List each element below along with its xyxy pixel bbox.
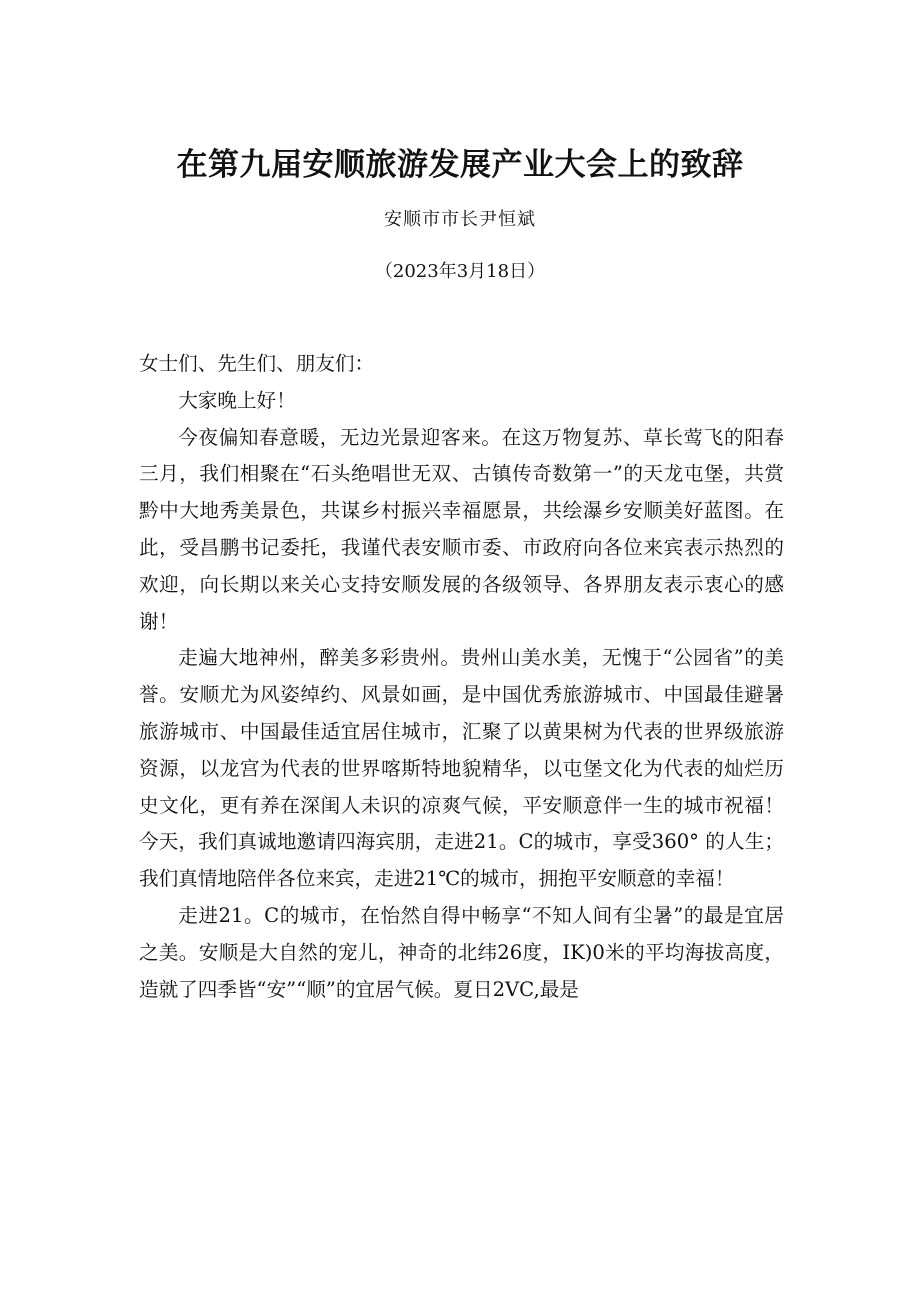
paragraph-greeting: 大家晚上好！ (178, 388, 296, 412)
speech-date: （2023年3月18日） (374, 261, 546, 282)
salutation: 女士们、先生们、朋友们： (139, 352, 375, 375)
speaker-line: 安顺市市长尹恒斌 (384, 209, 536, 230)
paragraph-welcome: 今夜偏知春意暖，无边光景迎客来。在这万物复苏、草长莺飞的阳春三月，我们相聚在“石头绝唱世无双、古镇传奇数第一”的天龙屯堡，共赏黔中大地秀美景色，共谋乡村振兴幸福愿景，共绘瀑乡安顺美好蓝图。在此，受昌鹏书记委托，我谨代表安顺市委、市政府向各位来宾表示热烈的欢迎，向长期以来关心支持安顺发展的各级领导、各界朋友表示衷心的感谢！ (139, 425, 784, 633)
paragraph-introduction: 走遍大地神州，醉美多彩贵州。贵州山美水美，无愧于“公园省”的美誉。安顺尤为风姿绰约、风景如画，是中国优秀旅游城市、中国最佳避暑旅游城市、中国最佳适宜居住城市，汇聚了以黄果树为代表的世界级旅游资源，以龙宫为代表的世界喀斯特地貌精华，以屯堡文化为代表的灿烂历史文化，更有养在深闺人未识的凉爽气候，平安顺意伴一生的城市祝福！今天，我们真诚地邀请四海宾朋，走进21。C的城市，享受360° 的人生；我们真情地陪伴各位来宾，走进21℃的城市，拥抱平安顺意的幸福！ (139, 646, 784, 891)
document-title: 在第九届安顺旅游发展产业大会上的致辞 (176, 147, 744, 183)
paragraph-climate: 走进21。C的城市，在怡然自得中畅享“不知人间有尘暑”的最是宜居之美。安顺是大自然的宠儿，神奇的北纬26度，IK)0米的平均海拔高度，造就了四季皆“安”“顺”的宜居气候。夏日2VC,最是 (139, 903, 784, 1001)
speech-body (139, 346, 784, 1008)
